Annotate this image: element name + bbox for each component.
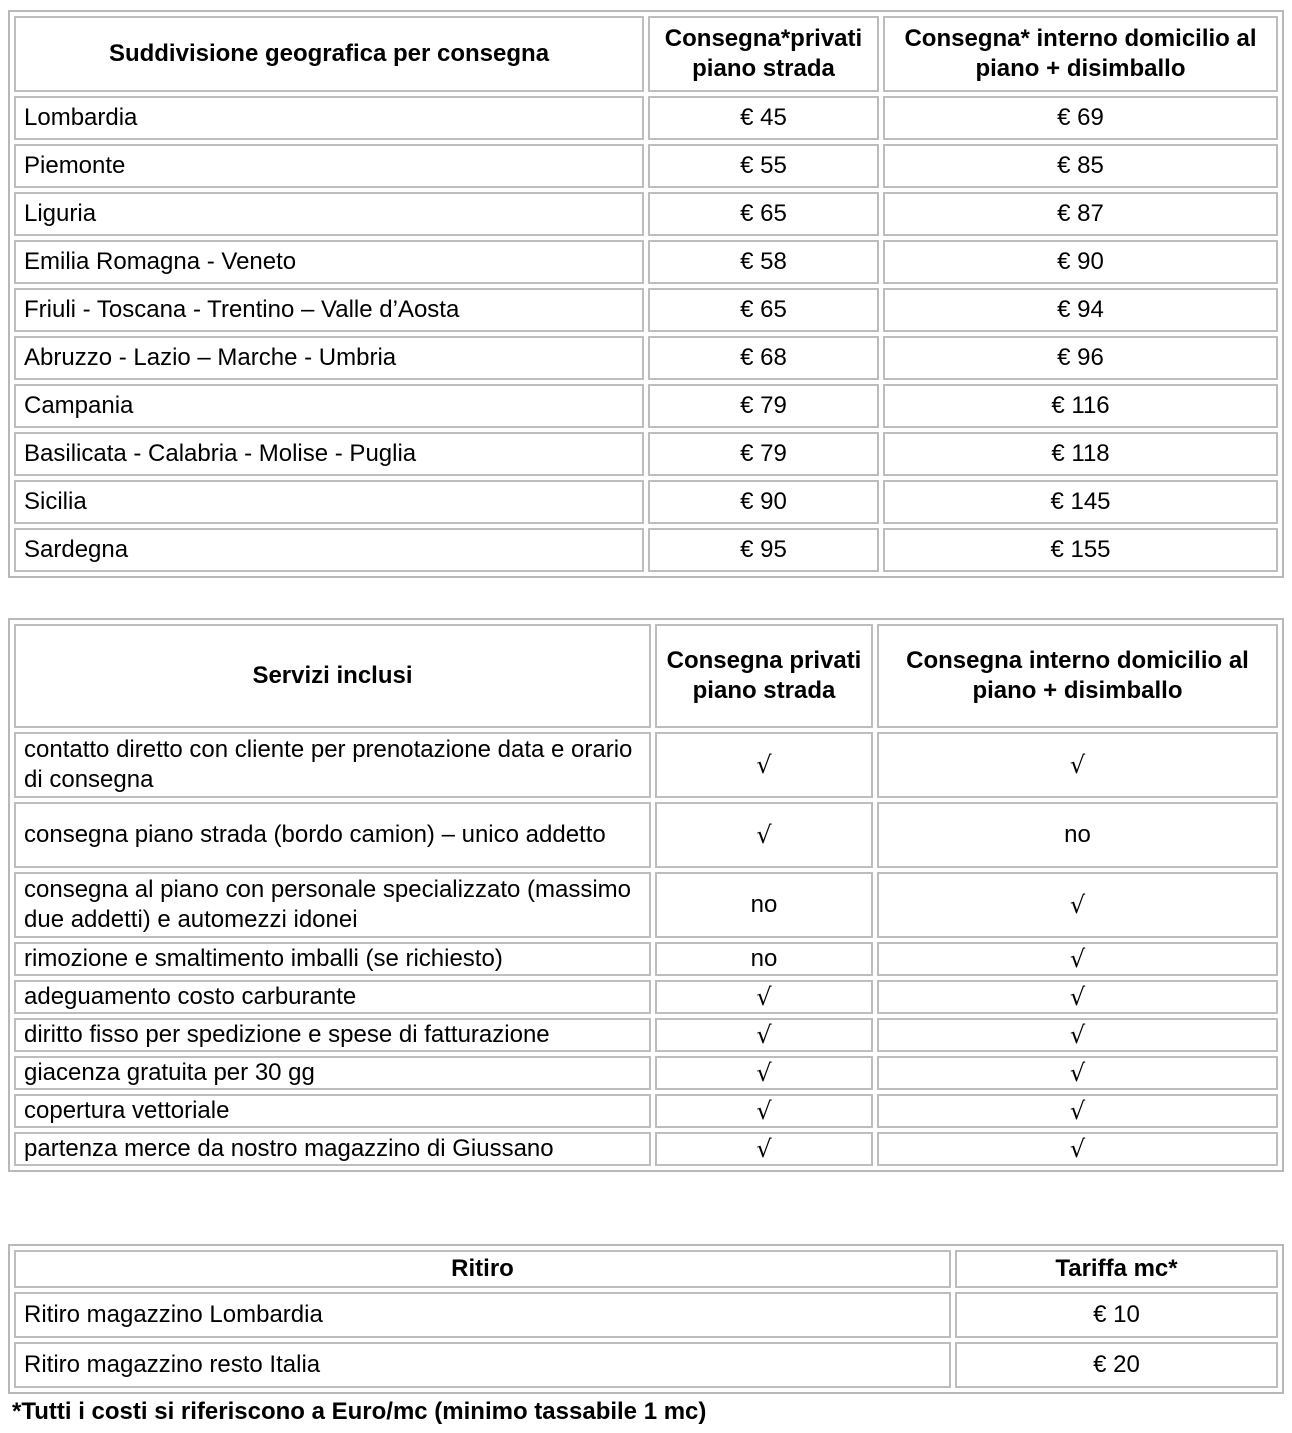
header-street-delivery: Consegna privati piano strada — [655, 624, 873, 728]
table-row — [14, 288, 1278, 332]
table-header-row — [14, 16, 1278, 92]
table-row — [14, 96, 1278, 140]
delivery-price-table — [8, 10, 1284, 578]
value-cell: √ — [877, 1132, 1278, 1166]
header-services: Servizi inclusi — [14, 624, 651, 728]
table-row — [14, 942, 1278, 976]
value-cell: € 90 — [883, 240, 1278, 284]
table-header-row — [14, 624, 1278, 728]
value-cell: √ — [877, 1018, 1278, 1052]
header-street-delivery: Consegna*privati piano strada — [648, 16, 879, 92]
header-home-delivery: Consegna* interno domicilio al piano + disimballo — [883, 16, 1278, 92]
value-cell: no — [877, 802, 1278, 868]
table-row — [14, 1056, 1278, 1090]
table-row — [14, 528, 1278, 572]
value-cell: √ — [655, 732, 873, 798]
value-cell: √ — [655, 1018, 873, 1052]
table-row — [14, 732, 1278, 798]
table-row — [14, 432, 1278, 476]
value-cell: € 58 — [648, 240, 879, 284]
table-row — [14, 1018, 1278, 1052]
services-table — [8, 618, 1284, 1172]
header-rate: Tariffa mc* — [955, 1250, 1278, 1288]
value-cell: € 87 — [883, 192, 1278, 236]
value-cell: € 55 — [648, 144, 879, 188]
value-cell: no — [655, 872, 873, 938]
table-row — [14, 1292, 1278, 1338]
header-pickup: Ritiro — [14, 1250, 951, 1288]
row-label-cell: Emilia Romagna - Veneto — [14, 240, 644, 284]
row-label-cell: Basilicata - Calabria - Molise - Puglia — [14, 432, 644, 476]
value-cell: € 69 — [883, 96, 1278, 140]
value-cell: € 20 — [955, 1342, 1278, 1388]
table-row — [14, 802, 1278, 868]
value-cell: € 65 — [648, 288, 879, 332]
table-row — [14, 240, 1278, 284]
table-row — [14, 1132, 1278, 1166]
value-cell: € 116 — [883, 384, 1278, 428]
table-row — [14, 192, 1278, 236]
value-cell: € 65 — [648, 192, 879, 236]
value-cell: € 79 — [648, 432, 879, 476]
footnote: *Tutti i costi si riferiscono a Euro/mc (minimo tassabile 1 mc) — [12, 1398, 707, 1425]
header-home-delivery: Consegna interno domicilio al piano + disimballo — [877, 624, 1278, 728]
value-cell: € 155 — [883, 528, 1278, 572]
value-cell: √ — [655, 802, 873, 868]
row-label-cell: Liguria — [14, 192, 644, 236]
table-row — [14, 144, 1278, 188]
value-cell: no — [655, 942, 873, 976]
row-label-cell: Piemonte — [14, 144, 644, 188]
table-row — [14, 980, 1278, 1014]
table-row — [14, 872, 1278, 938]
row-label-cell: copertura vettoriale — [14, 1094, 651, 1128]
value-cell: √ — [655, 980, 873, 1014]
value-cell: € 94 — [883, 288, 1278, 332]
row-label-cell: Ritiro magazzino resto Italia — [14, 1342, 951, 1388]
value-cell: √ — [877, 872, 1278, 938]
row-label-cell: Ritiro magazzino Lombardia — [14, 1292, 951, 1338]
value-cell: € 118 — [883, 432, 1278, 476]
table-row — [14, 1094, 1278, 1128]
row-label-cell: consegna al piano con personale specializzato (massimo due addetti) e automezzi idonei — [14, 872, 651, 938]
row-label-cell: Abruzzo - Lazio – Marche - Umbria — [14, 336, 644, 380]
row-label-cell: adeguamento costo carburante — [14, 980, 651, 1014]
row-label-cell: contatto diretto con cliente per prenotazione data e orario di consegna — [14, 732, 651, 798]
table-row — [14, 384, 1278, 428]
value-cell: € 96 — [883, 336, 1278, 380]
value-cell: √ — [877, 1056, 1278, 1090]
value-cell: € 95 — [648, 528, 879, 572]
value-cell: € 68 — [648, 336, 879, 380]
row-label-cell: Lombardia — [14, 96, 644, 140]
value-cell: € 45 — [648, 96, 879, 140]
value-cell: € 85 — [883, 144, 1278, 188]
value-cell: √ — [655, 1094, 873, 1128]
value-cell: √ — [877, 1094, 1278, 1128]
value-cell: € 10 — [955, 1292, 1278, 1338]
header-region: Suddivisione geografica per consegna — [14, 16, 644, 92]
pickup-table — [8, 1244, 1284, 1394]
value-cell: € 90 — [648, 480, 879, 524]
value-cell: € 145 — [883, 480, 1278, 524]
value-cell: € 79 — [648, 384, 879, 428]
row-label-cell: consegna piano strada (bordo camion) – unico addetto — [14, 802, 651, 868]
row-label-cell: Friuli - Toscana - Trentino – Valle d’Aosta — [14, 288, 644, 332]
value-cell: √ — [877, 980, 1278, 1014]
value-cell: √ — [877, 942, 1278, 976]
table-row — [14, 1342, 1278, 1388]
table-row — [14, 480, 1278, 524]
value-cell: √ — [655, 1132, 873, 1166]
row-label-cell: Sardegna — [14, 528, 644, 572]
row-label-cell: partenza merce da nostro magazzino di Giussano — [14, 1132, 651, 1166]
row-label-cell: giacenza gratuita per 30 gg — [14, 1056, 651, 1090]
row-label-cell: Sicilia — [14, 480, 644, 524]
value-cell: √ — [877, 732, 1278, 798]
row-label-cell: diritto fisso per spedizione e spese di fatturazione — [14, 1018, 651, 1052]
value-cell: √ — [655, 1056, 873, 1090]
row-label-cell: rimozione e smaltimento imballi (se richiesto) — [14, 942, 651, 976]
table-header-row — [14, 1250, 1278, 1288]
table-row — [14, 336, 1278, 380]
row-label-cell: Campania — [14, 384, 644, 428]
